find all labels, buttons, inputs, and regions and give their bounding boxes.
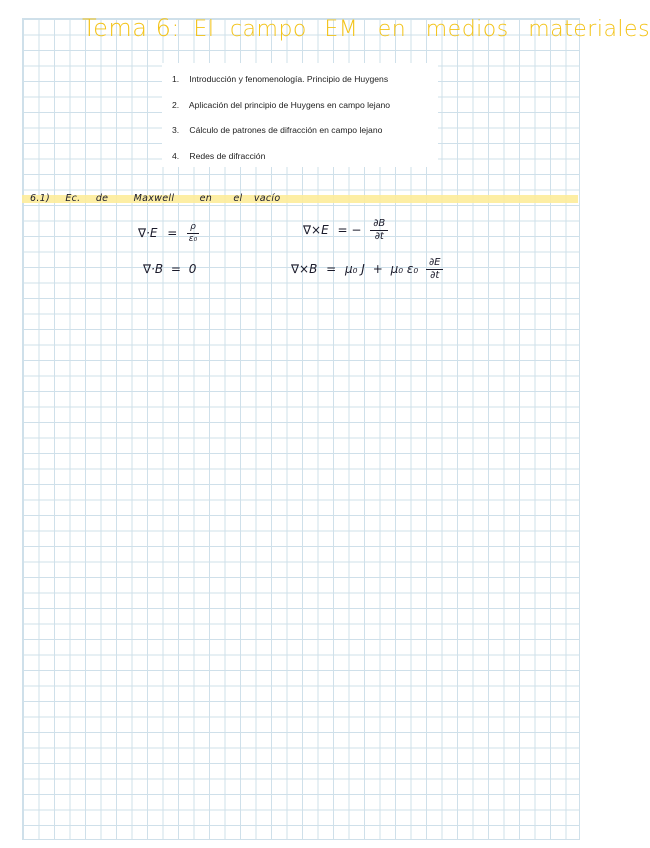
fraction: [187, 222, 199, 245]
toc-item: [168, 67, 432, 93]
title-word: en: [377, 17, 407, 42]
title-word: El: [193, 17, 215, 42]
section-word: en: [199, 193, 213, 204]
fraction: [370, 218, 388, 243]
eq-sign: = −: [337, 223, 362, 237]
section-word: de: [95, 193, 109, 204]
toc-number: 3.: [172, 125, 180, 135]
title-word: campo: [229, 17, 307, 42]
fraction-num: ∂B: [370, 218, 388, 231]
toc-number: 4.: [172, 150, 180, 161]
fraction-den: ε₀: [188, 234, 198, 244]
eq-lhs: ∇×E: [303, 223, 329, 237]
equation-ampere: [291, 257, 443, 282]
fraction-num: ∂E: [426, 257, 444, 270]
toc-label: Cálculo de patrones de difracción en campo lejano: [189, 125, 383, 135]
equation-gauss-e: [138, 222, 199, 245]
section-word: vacío: [253, 193, 281, 204]
eq-term: μ₀ J: [345, 262, 365, 276]
equation-faraday: [303, 218, 388, 243]
toc-number: 2.: [172, 99, 180, 110]
eq-sign: =: [326, 262, 337, 276]
eq-lhs: ∇·E: [138, 226, 158, 240]
title-word: EM: [324, 17, 359, 42]
eq-rhs: 0: [188, 262, 197, 276]
title-word: materiales: [528, 17, 650, 42]
equation-gauss-b: [143, 262, 196, 276]
toc-item: [168, 93, 432, 119]
eq-term: μ₀ ε₀: [390, 262, 419, 276]
toc-number: 1.: [172, 74, 180, 84]
fraction: [426, 257, 444, 282]
toc-label: Redes de difracción: [189, 150, 266, 161]
section-number: 6.1): [30, 193, 51, 204]
title-word: Tema 6:: [82, 14, 180, 42]
toc-item: [168, 144, 432, 170]
table-of-contents: [162, 63, 438, 167]
eq-lhs: ∇·B: [143, 262, 164, 276]
eq-lhs: ∇×B: [291, 262, 318, 276]
eq-sign: =: [170, 262, 181, 276]
eq-plus: +: [372, 262, 383, 276]
section-word: el: [233, 193, 243, 204]
section-heading: [30, 193, 292, 204]
eq-sign: =: [167, 226, 178, 240]
toc-label: Aplicación del principio de Huygens en campo lejano: [188, 99, 391, 110]
section-word: Ec.: [65, 193, 81, 204]
toc-label: Introducción y fenomenología. Principio de Huygens: [189, 74, 389, 84]
page-title: [82, 14, 650, 52]
title-word: medios: [425, 17, 509, 42]
fraction-num: ρ: [187, 222, 199, 234]
fraction-den: ∂t: [430, 270, 440, 281]
fraction-den: ∂t: [374, 231, 384, 242]
section-word: Maxwell: [133, 193, 175, 204]
toc-item: [168, 118, 432, 144]
